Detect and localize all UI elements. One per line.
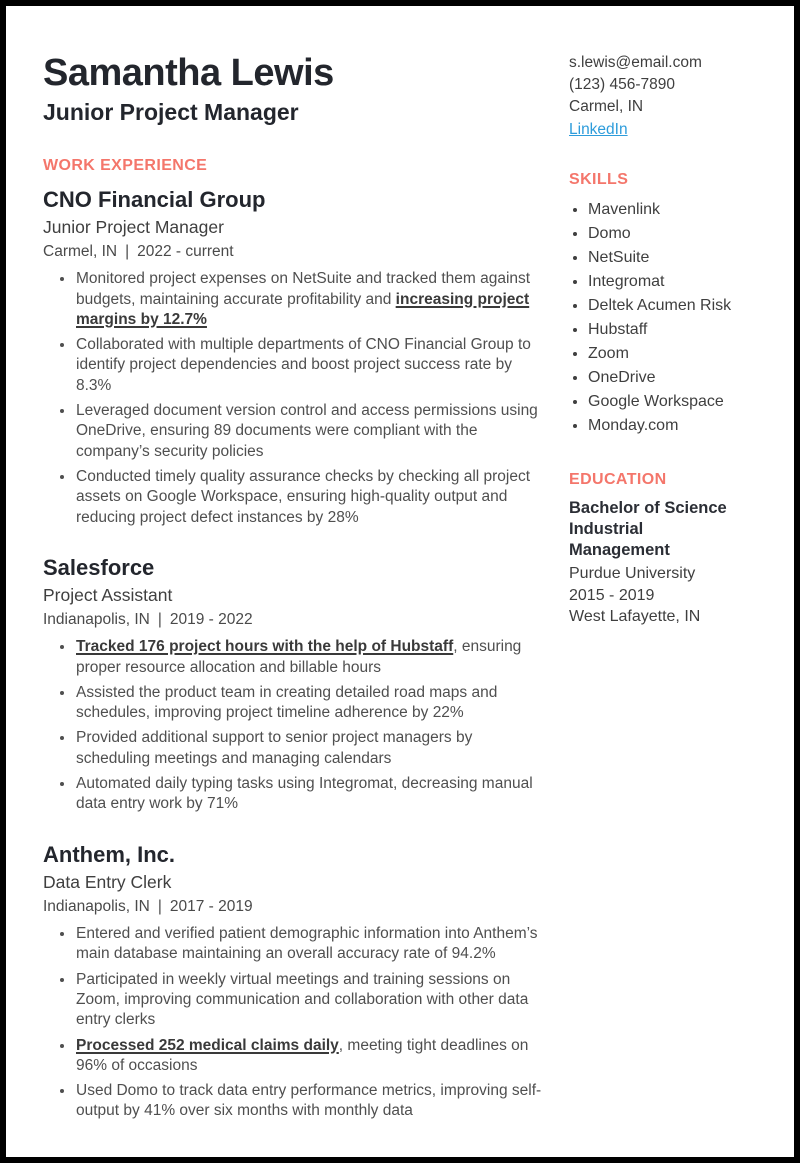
bullet-highlight: Tracked 176 project hours with the help of Hubstaff	[76, 638, 454, 656]
job-title: Project Assistant	[43, 585, 173, 606]
contact-email: s.lewis@email.com	[569, 54, 702, 71]
bullet-item	[75, 970, 543, 1031]
school-name: Purdue University	[569, 564, 696, 582]
bullet-text-post: , ensuring proper resource allocation and billable hours	[76, 638, 522, 676]
contact-location: Carmel, IN	[569, 98, 644, 116]
bullet-item	[75, 774, 543, 815]
bullet-text-pre: Assisted the product team in creating detailed road maps and schedules, improving project timeline adherence by 22%	[76, 683, 498, 722]
contact-block	[569, 52, 760, 140]
job-entry-salesforce	[43, 555, 543, 815]
skills-section	[569, 171, 760, 436]
job-title: Junior Project Manager	[43, 217, 224, 238]
job-meta	[43, 897, 543, 917]
skill-item: • Domo	[588, 224, 760, 244]
bullet-item	[75, 924, 543, 965]
main-column	[43, 52, 543, 1127]
bullet-text-pre: Participated in weekly virtual meetings and training sessions on Zoom, improving communication and collaboration with other data entry clerks	[76, 970, 529, 1029]
work-experience-section	[43, 157, 543, 1121]
skill-item: • Hubstaff	[588, 320, 760, 340]
job-location: Indianapolis, IN	[43, 897, 150, 915]
linkedin-link[interactable]: LinkedIn	[569, 120, 628, 138]
pipe-separator: |	[157, 897, 162, 915]
degree-line: Industrial	[569, 520, 644, 539]
skill-item: • Google Workspace	[588, 392, 760, 412]
skills-list	[569, 200, 760, 436]
job-meta	[43, 610, 543, 630]
bullet-item	[75, 728, 543, 769]
bullet-highlight: increasing project margins by 12.7%	[76, 290, 530, 328]
job-meta	[43, 242, 543, 262]
bullet-item	[75, 1081, 543, 1122]
side-column	[569, 52, 760, 1127]
bullet-text-pre: Leveraged document version control and access permissions using OneDrive, ensuring 89 documents were compliant with the company’s security policies	[76, 402, 538, 460]
bullet-list	[43, 637, 543, 814]
bullet-item	[75, 401, 543, 462]
bullet-text-pre: Provided additional support to senior project managers by scheduling meetings and managing calendars	[76, 729, 473, 767]
company-name: Anthem, Inc.	[43, 841, 176, 867]
bullet-item	[75, 1036, 543, 1077]
resume-header	[43, 52, 543, 126]
job-entry-anthem	[43, 842, 543, 1122]
education-dates: 2015 - 2019	[569, 586, 655, 604]
contact-phone: (123) 456-7890	[569, 76, 675, 94]
bullet-highlight: Processed 252 medical claims daily	[76, 1036, 339, 1054]
job-entry-cno	[43, 187, 543, 528]
job-location: Carmel, IN	[43, 243, 118, 261]
job-dates: 2022 - current	[137, 243, 234, 261]
section-heading-education: EDUCATION	[569, 470, 667, 488]
company-name: CNO Financial Group	[43, 186, 266, 212]
person-title: Junior Project Manager	[43, 98, 299, 125]
degree-name	[569, 498, 760, 561]
skill-item: • Deltek Acumen Risk	[588, 296, 760, 316]
skill-item: • Zoom	[588, 344, 760, 364]
bullet-item	[75, 683, 543, 724]
job-location: Indianapolis, IN	[43, 611, 150, 629]
bullet-text-pre: Conducted timely quality assurance checks by checking all project assets on Google Workspace, ensuring high-quality output and reducing project defect instances by 28%	[76, 467, 531, 526]
bullet-text-pre: Used Domo to track data entry performance metrics, improving self-output by 41% over six months with monthly data	[76, 1082, 542, 1120]
company-name: Salesforce	[43, 554, 155, 580]
bullet-text-pre: Automated daily typing tasks using Integromat, decreasing manual data entry work by 71%	[76, 775, 533, 813]
bullet-item	[75, 637, 543, 678]
skill-item: • Monday.com	[588, 416, 760, 436]
education-location: West Lafayette, IN	[569, 608, 701, 626]
bullet-text-pre: Monitored project expenses on NetSuite and tracked them against budgets, maintaining accurate profitability and	[76, 270, 531, 308]
skill-item: • Integromat	[588, 272, 760, 292]
degree-line: Bachelor of Science	[569, 499, 727, 518]
degree-line: Management	[569, 541, 670, 560]
education-section	[569, 471, 760, 629]
pipe-separator: |	[125, 243, 130, 261]
job-title: Data Entry Clerk	[43, 872, 172, 893]
bullet-list	[43, 924, 543, 1122]
section-heading-skills: SKILLS	[569, 170, 629, 188]
pipe-separator: |	[157, 611, 162, 629]
bullet-text-pre: Collaborated with multiple departments of CNO Financial Group to identify project dependencies and boost project success rate by 8.3%	[76, 336, 531, 394]
section-heading-work-experience: WORK EXPERIENCE	[43, 157, 208, 175]
bullet-list	[43, 269, 543, 528]
bullet-item	[75, 269, 543, 330]
job-dates: 2017 - 2019	[169, 897, 253, 915]
bullet-text-post: , meeting tight deadlines on 96% of occasions	[76, 1036, 529, 1074]
skill-item: • OneDrive	[588, 368, 760, 388]
bullet-item	[75, 335, 543, 396]
bullet-text-pre: Entered and verified patient demographic information into Anthem’s main database maintaining an overall accuracy rate of 94.2%	[76, 925, 538, 963]
skill-item: • Mavenlink	[588, 200, 760, 220]
job-dates: 2019 - 2022	[169, 611, 253, 629]
bullet-item	[75, 467, 543, 528]
person-name: Samantha Lewis	[43, 52, 334, 94]
skill-item: • NetSuite	[588, 248, 760, 268]
